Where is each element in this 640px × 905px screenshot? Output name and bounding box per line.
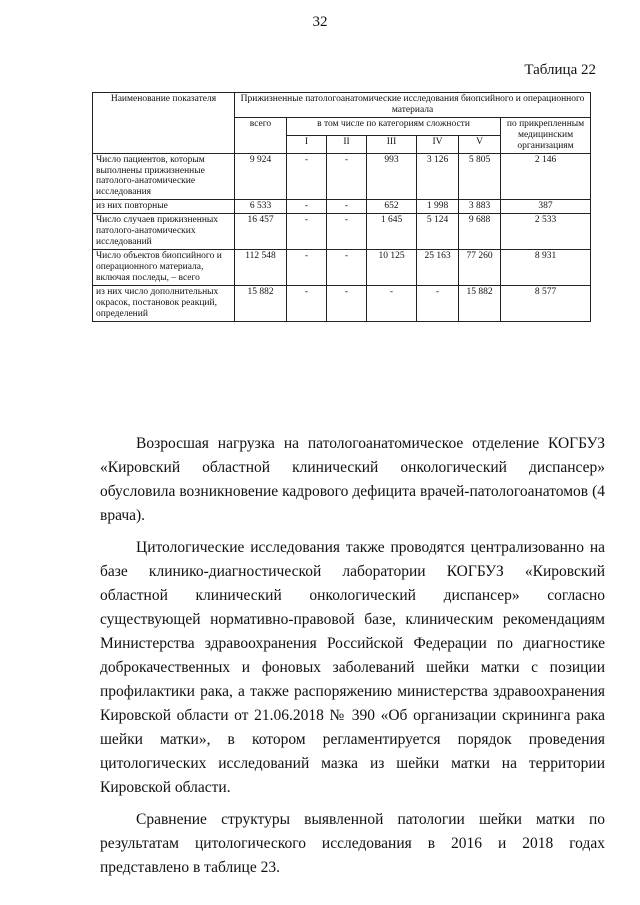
table-cell: 25 163 — [417, 249, 459, 285]
page-number: 32 — [312, 14, 328, 30]
table-cell: 387 — [501, 200, 591, 214]
table-row — [93, 249, 591, 285]
paragraph: Возросшая нагрузка на патологоанатомическое отделение КОГБУЗ «Кировский областной клинический онкологический диспансер» обусловила возникновение кадрового дефицита врачей-патологоанатомов (4 врача). — [100, 435, 605, 524]
data-table — [92, 92, 591, 322]
table-caption: Таблица 22 — [524, 62, 596, 78]
table-row — [93, 200, 591, 214]
table-cell: - — [287, 285, 327, 321]
table-cell: 112 548 — [235, 249, 287, 285]
table-cell: - — [287, 200, 327, 214]
table-cell: - — [287, 153, 327, 200]
table-cell: - — [327, 214, 367, 250]
header-category: IV — [417, 135, 459, 153]
table-cell: 8 577 — [501, 285, 591, 321]
table-cell: - — [327, 249, 367, 285]
table-cell: - — [287, 249, 327, 285]
paragraph: Сравнение структуры выявленной патологии шейки матки по результатам цитологического исследования в 2016 и 2018 годах представлено в таблице 23. — [100, 811, 605, 876]
paragraph: Цитологические исследования также проводятся централизованно на базе клинико-диагностической лаборатории КОГБУЗ «Кировский областной клинический онкологический диспансер» согласно существующей нормативно-правовой базе, клиническим рекомендациям Министерства здравоохранения Российской Федерации по диагностике доброкачественных и фоновых заболеваний шейки матки с позиции профилактики рака, а также распоряжению министерства здравоохранения Кировской области от 21.06.2018 № 390 «Об организации скрининга рака шейки матки», в котором регламентируется порядок проведения цитологических исследований мазка из шейки матки на территории Кировской области. — [100, 539, 605, 796]
table-row — [93, 153, 591, 200]
header-total: всего — [235, 117, 287, 153]
row-label: Число случаев прижизненных патолого-анатомических исследований — [93, 214, 235, 250]
table-cell: - — [367, 285, 417, 321]
row-label: Число пациентов, которым выполнены прижизненные патолого-анатомические исследования — [93, 153, 235, 200]
table-row — [93, 285, 591, 321]
table-cell: 6 533 — [235, 200, 287, 214]
table-cell: 9 924 — [235, 153, 287, 200]
table-cell: 10 125 — [367, 249, 417, 285]
row-label: из них повторные — [93, 200, 235, 214]
table-cell: 3 883 — [459, 200, 501, 214]
table-cell: 77 260 — [459, 249, 501, 285]
header-category: II — [327, 135, 367, 153]
header-categories: в том числе по категориям сложности — [287, 117, 501, 135]
table-cell: - — [327, 200, 367, 214]
table-cell: - — [327, 153, 367, 200]
header-category: I — [287, 135, 327, 153]
table-cell: 3 126 — [417, 153, 459, 200]
header-group: Прижизненные патологоанатомические исследования биопсийного и операционного материала — [235, 93, 591, 118]
header-category: III — [367, 135, 417, 153]
body-text — [100, 432, 605, 888]
table-cell: 1 645 — [367, 214, 417, 250]
table-cell: 5 805 — [459, 153, 501, 200]
table-cell: 652 — [367, 200, 417, 214]
table-cell: 8 931 — [501, 249, 591, 285]
table-cell: 2 533 — [501, 214, 591, 250]
table-cell: 15 882 — [235, 285, 287, 321]
table-cell: 2 146 — [501, 153, 591, 200]
table-cell: 15 882 — [459, 285, 501, 321]
header-attached: по прикрепленным медицинским организациям — [501, 117, 591, 153]
table-cell: 5 124 — [417, 214, 459, 250]
row-label: из них число дополнительных окрасок, постановок реакций, определений — [93, 285, 235, 321]
header-category: V — [459, 135, 501, 153]
table-cell: - — [417, 285, 459, 321]
table-cell: 16 457 — [235, 214, 287, 250]
table-cell: 1 998 — [417, 200, 459, 214]
table-row — [93, 214, 591, 250]
table-cell: 993 — [367, 153, 417, 200]
table-cell: - — [327, 285, 367, 321]
table-cell: 9 688 — [459, 214, 501, 250]
row-label: Число объектов биопсийного и операционного материала, включая последы, – всего — [93, 249, 235, 285]
table-cell: - — [287, 214, 327, 250]
header-indicator: Наименование показателя — [93, 93, 235, 154]
